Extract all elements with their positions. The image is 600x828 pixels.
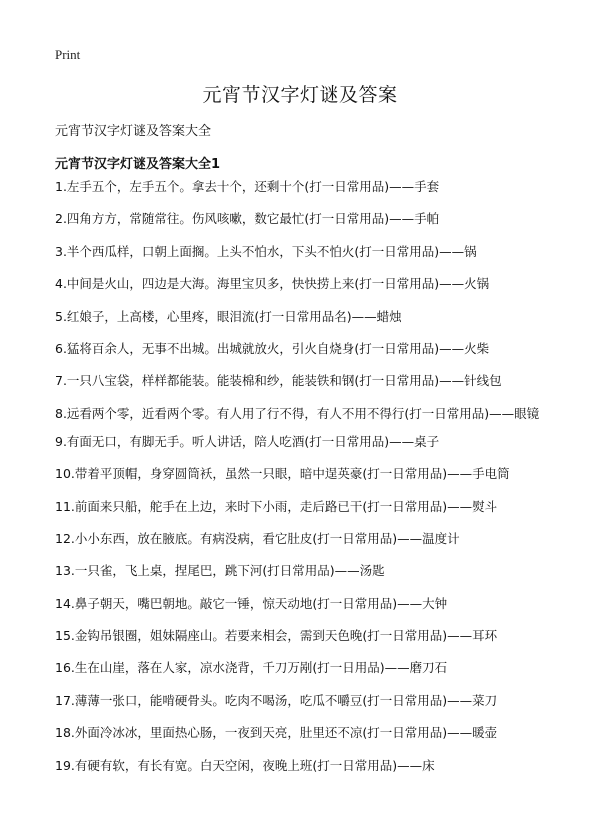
riddle-item: 17.薄薄一张口，能啃硬骨头。吃肉不喝汤，吃瓜不嚼豆(打一日常用品)——菜刀	[55, 692, 498, 708]
riddle-item: 2.四角方方，常随常往。伤风咳嗽，数它最忙(打一日常用品)——手帕	[55, 211, 440, 227]
riddle-item: 4.中间是火山，四边是大海。海里宝贝多，快快捞上来(打一日常用品)——火锅	[55, 276, 490, 292]
riddle-item: 7.一只八宝袋，样样都能装。能装棉和纱，能装铁和钢(打一日常用品)——针线包	[55, 373, 502, 389]
riddle-item: 9.有面无口，有脚无手。听人讲话，陪人吃酒(打一日常用品)——桌子	[55, 433, 440, 449]
riddle-item: 16.生在山崖，落在人家，凉水浇背，千刀万剐(打一日用品)——磨刀石	[55, 660, 448, 676]
riddle-item: 5.红娘子，上高楼，心里疼，眼泪流(打一日常用品名)——蜡烛	[55, 308, 402, 324]
riddle-item: 6.猛将百余人，无事不出城。出城就放火，引火自烧身(打一日常用品)——火柴	[55, 340, 490, 356]
riddle-item: 11.前面来只船，舵手在上边，来时下小雨，走后路已干(打一日常用品)——熨斗	[55, 498, 498, 514]
riddle-item: 12.小小东西，放在腋底。有病没病，看它肚皮(打一日常用品)——温度计	[55, 530, 460, 546]
riddle-item: 18.外面冷冰冰，里面热心肠，一夜到天亮，肚里还不凉(打一日常用品)——暖壶	[55, 725, 498, 741]
riddle-item: 19.有硬有软，有长有宽。白天空闲，夜晚上班(打一日常用品)——床	[55, 757, 435, 773]
riddle-item: 14.鼻子朝天，嘴巴朝地。敲它一锤，惊天动地(打一日常用品)——大钟	[55, 595, 448, 611]
riddle-item: 8.远看两个零，近看两个零。有人用了行不得，有人不用不得行(打一日常用品)——眼镜	[55, 405, 540, 421]
document-subtitle: 元宵节汉字灯谜及答案大全	[55, 124, 212, 139]
riddle-item: 1.左手五个，左手五个。拿去十个，还剩十个(打一日常用品)——手套	[55, 179, 440, 194]
riddle-item: 15.金钩吊银圈，姐妹隔座山。若要来相会，需到天色晚(打一日常用品)——耳环	[55, 628, 498, 644]
riddle-item: 10.带着平顶帽，身穿圆筒袄，虽然一只眼，暗中逞英豪(打一日常用品)——手电筒	[55, 466, 510, 482]
riddle-item: 13.一只雀，飞上桌，捏尾巴，跳下河(打日常用品)——汤匙	[55, 563, 385, 579]
print-link[interactable]: Print	[55, 47, 81, 62]
riddle-item: 3.半个西瓜样，口朝上面搁。上头不怕水，下头不怕火(打一日常用品)——锅	[55, 243, 477, 259]
section-heading: 元宵节汉字灯谜及答案大全1	[55, 157, 221, 172]
page-title: 元宵节汉字灯谜及答案	[202, 84, 398, 106]
riddle-list	[55, 178, 545, 789]
